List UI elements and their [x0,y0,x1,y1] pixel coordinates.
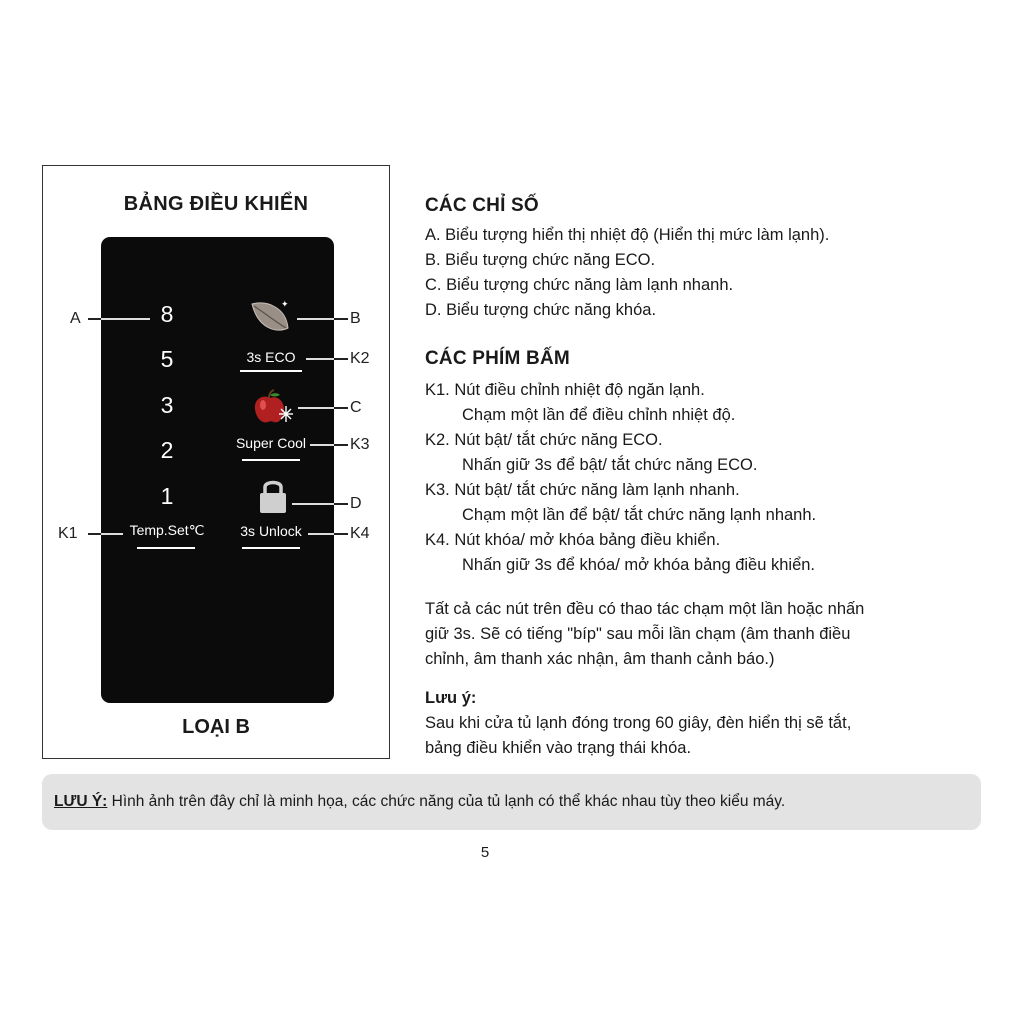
button-item-desc: Chạm một lần để điều chỉnh nhiệt độ. [462,406,736,424]
indicator-item: A. Biểu tượng hiển thị nhiệt độ (Hiển thị mức làm lạnh). [425,226,830,244]
temperature-digit: 8 [160,301,174,327]
super-cool-underline [242,459,300,461]
buttons-heading: CÁC PHÍM BẤM [425,348,570,369]
disclaimer-text [54,793,785,811]
leader-line [306,358,334,360]
callout-k3: K3 [350,436,370,453]
leader-line [298,407,334,409]
unlock-button[interactable]: 3s Unlock [240,523,302,539]
indicator-item: D. Biểu tượng chức năng khóa. [425,301,657,319]
callout-k4: K4 [350,525,370,542]
temperature-digit: 3 [160,392,174,418]
apple-snowflake-icon [250,388,296,428]
disclaimer-body: Hình ảnh trên đây chỉ là minh họa, các chức năng của tủ lạnh có thể khác nhau tùy theo kiểu máy. [107,793,786,810]
leader-line [292,503,334,505]
callout-b: B [350,310,361,327]
temp-set-underline [137,547,195,549]
button-item-title: K2. Nút bật/ tắt chức năng ECO. [425,431,663,449]
general-paragraph-line: giữ 3s. Sẽ có tiếng "bíp" sau mỗi lần chạm (âm thanh điều [425,625,851,643]
temperature-digit: 2 [160,437,174,463]
control-panel-display [101,237,334,703]
note-line: bảng điều khiển vào trạng thái khóa. [425,739,692,757]
leader-line [334,358,348,360]
leader-line [308,533,334,535]
panel-type-label: LOẠI B [182,716,250,738]
leader-line [334,318,348,320]
note-heading: Lưu ý: [425,689,477,707]
leader-line [334,407,348,409]
leader-line [101,533,123,535]
leader-line [334,444,348,446]
page-number: 5 [480,844,490,861]
general-paragraph-line: chỉnh, âm thanh xác nhận, âm thanh cảnh báo.) [425,650,775,668]
button-item-desc: Chạm một lần để bật/ tắt chức năng lạnh nhanh. [462,506,817,524]
svg-text:✦: ✦ [281,300,289,310]
leader-line [310,444,334,446]
leader-line [334,503,348,505]
button-item-title: K3. Nút bật/ tắt chức năng làm lạnh nhanh. [425,481,740,499]
button-item-desc: Nhấn giữ 3s để bật/ tắt chức năng ECO. [462,456,758,474]
temperature-digit: 5 [160,346,174,372]
temp-set-button[interactable]: Temp.Set℃ [129,522,205,538]
button-item-desc: Nhấn giữ 3s để khóa/ mở khóa bảng điều khiển. [462,556,816,574]
panel-title: BẢNG ĐIỀU KHIỂN [123,193,309,215]
indicator-item: C. Biểu tượng chức năng làm lạnh nhanh. [425,276,734,294]
temperature-digit: 1 [160,483,174,509]
button-item-title: K1. Nút điều chỉnh nhiệt độ ngăn lạnh. [425,381,705,399]
general-paragraph-line: Tất cả các nút trên đều có thao tác chạm một lần hoặc nhấn [425,600,865,618]
note-line: Sau khi cửa tủ lạnh đóng trong 60 giây, đèn hiển thị sẽ tắt, [425,714,852,732]
callout-c: C [350,399,362,416]
eco-button[interactable]: 3s ECO [246,349,296,365]
callout-k1: K1 [58,525,78,542]
leaf-icon [248,298,294,338]
indicator-item: B. Biểu tượng chức năng ECO. [425,251,656,269]
eco-underline [240,370,302,372]
leader-line [297,318,334,320]
leader-line [334,533,348,535]
callout-a: A [70,310,81,327]
leader-line [88,533,101,535]
callout-k2: K2 [350,350,370,367]
padlock-icon [256,476,290,516]
callout-d: D [350,495,362,512]
leader-line [101,318,150,320]
button-item-title: K4. Nút khóa/ mở khóa bảng điều khiển. [425,531,721,549]
unlock-underline [242,547,300,549]
indicators-heading: CÁC CHỈ SỐ [425,195,539,216]
super-cool-button[interactable]: Super Cool [235,435,307,451]
leader-line [88,318,101,320]
disclaimer-label: LƯU Ý: [54,793,108,810]
